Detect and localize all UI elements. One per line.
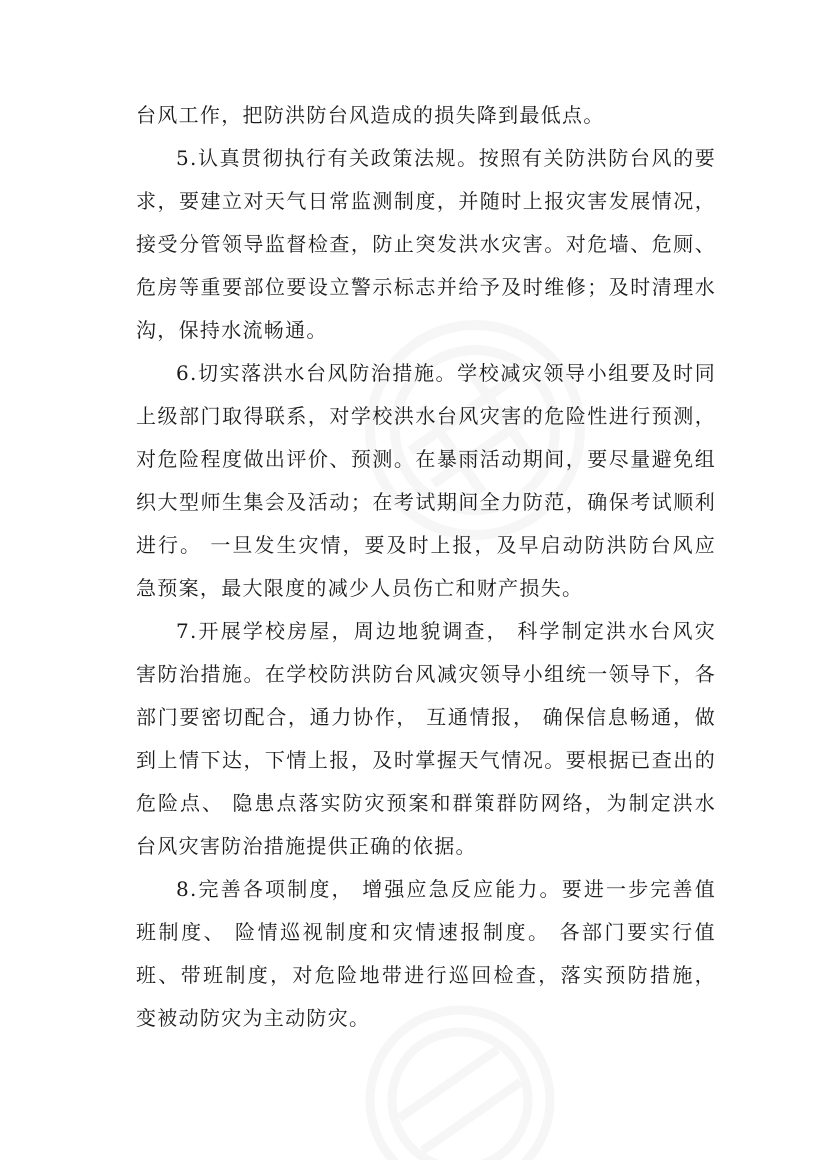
continuation-paragraph: 台风工作，把防洪防台风造成的损失降到最低点。 xyxy=(136,103,605,127)
item-8-paragraph: 8.完善各项制度， 增强应急反应能力。要进一步完善值班制度、 险情巡视制度和灾情速报制度。 各部门要实行值班、带班制度，对危险地带进行巡回检查，落实预防措施， 变被动防灾为主动防灾。 xyxy=(136,877,716,1030)
item-6-paragraph: 6.切实落洪水台风防治措施。学校减灾领导小组要及时同上级部门取得联系，对学校洪水台风灾害的危险性进行预测，对危险程度做出评价、预测。在暴雨活动期间，要尽量避免组织大型师生集会及活动；在考试期间全力防范，确保考试顺利进行。 一旦发生灾情，要及时上报，及早启动防洪防台风应急预案，最大限度的减少人员伤亡和财产损失。 xyxy=(136,361,716,600)
document-body xyxy=(136,94,716,1040)
item-5-paragraph: 5.认真贯彻执行有关政策法规。按照有关防洪防台风的要求，要建立对天气日常监测制度，并随时上报灾害发展情况，接受分管领导监督检查，防止突发洪水灾害。对危墙、危厕、危房等重要部位要设立警示标志并给予及时维修；及时清理水沟，保持水流畅通。 xyxy=(136,146,716,342)
item-7-paragraph: 7.开展学校房屋，周边地貌调查， 科学制定洪水台风灾害防治措施。在学校防洪防台风减灾领导小组统一领导下，各部门要密切配合，通力协作， 互通情报， 确保信息畅通，做到上情下达，下情上报，及时掌握天气情况。要根据已查出的危险点、 隐患点落实防灾预案和群策群防网络，为制定洪水台风灾害防治措施提供正确的依据。 xyxy=(136,619,716,858)
